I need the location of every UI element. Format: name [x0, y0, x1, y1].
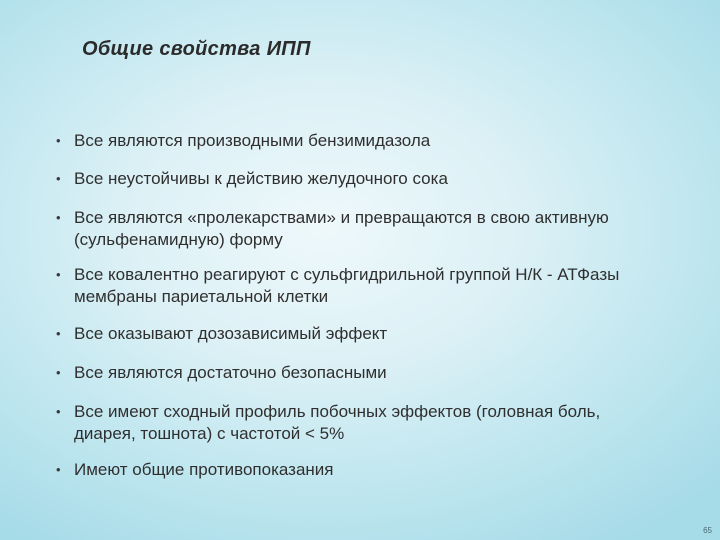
bullet-text: Все являются достаточно безопасными — [74, 363, 387, 382]
bullet-icon: • — [56, 404, 61, 419]
bullet-text: Все имеют сходный профиль побочных эффектов (головная боль, диарея, тошнота) с частотой < 5% — [74, 402, 601, 443]
bullet-icon: • — [56, 171, 61, 186]
page-number: 65 — [703, 526, 712, 535]
list-item — [56, 264, 666, 308]
bullet-icon: • — [56, 210, 61, 225]
list-item — [56, 207, 666, 251]
bullet-text: Все оказывают дозозависимый эффект — [74, 324, 388, 343]
list-item — [56, 401, 666, 445]
list-item — [56, 362, 387, 384]
list-item — [56, 459, 334, 481]
bullet-text: Все неустойчивы к действию желудочного сока — [74, 169, 448, 188]
bullet-icon: • — [56, 365, 61, 380]
bullet-text: Все ковалентно реагируют с сульфгидрильной группой Н/К - АТФазы мембраны париетальной клетки — [74, 265, 620, 306]
slide-title: Общие свойства ИПП — [82, 38, 311, 60]
bullet-text: Все являются производными бензимидазола — [74, 131, 431, 150]
list-item — [56, 168, 448, 190]
list-item — [56, 323, 387, 345]
bullet-text: Имеют общие противопоказания — [74, 460, 334, 479]
bullet-text: Все являются «пролекарствами» и превращаются в свою активную (сульфенамидную) форму — [74, 208, 609, 249]
list-item — [56, 130, 430, 152]
bullet-icon: • — [56, 267, 61, 282]
bullet-icon: • — [56, 133, 61, 148]
bullet-icon: • — [56, 326, 61, 341]
bullet-icon: • — [56, 462, 61, 477]
